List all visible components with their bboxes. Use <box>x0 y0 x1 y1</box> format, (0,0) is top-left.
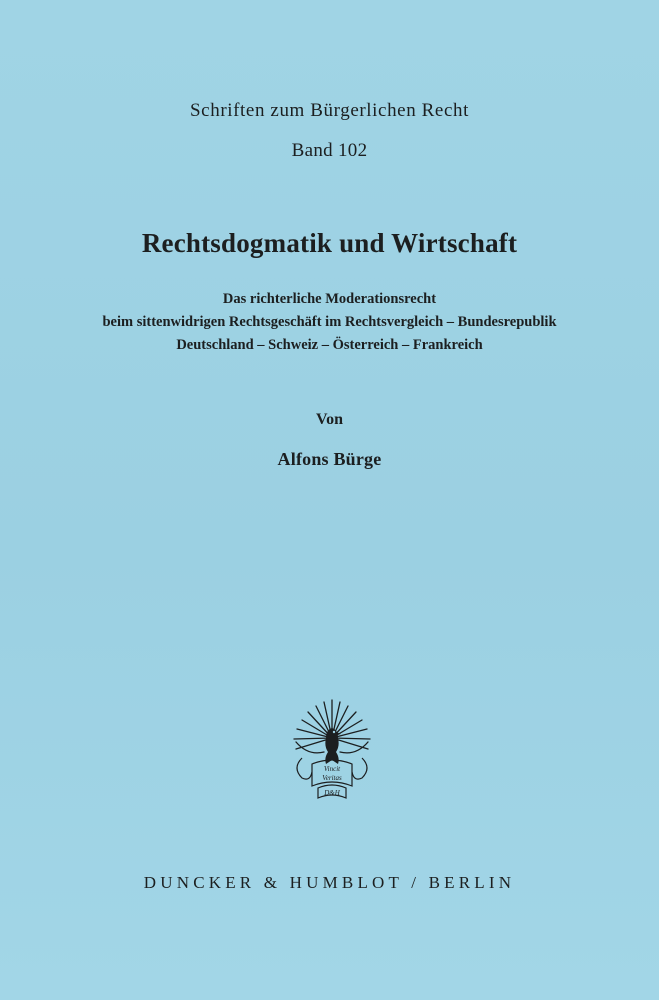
subtitle-line-3: Deutschland – Schweiz – Österreich – Frankreich <box>176 337 483 353</box>
series-title: Schriften zum Bürgerlichen Recht <box>190 100 469 121</box>
author-name: Alfons Bürge <box>277 449 382 469</box>
by-label: Von <box>316 411 343 428</box>
logo-monogram: D&H <box>324 789 340 797</box>
eagle-emblem-icon <box>288 694 376 806</box>
publisher-imprint: DUNCKER & HUMBLOT / BERLIN <box>143 873 516 892</box>
subtitle-line-2: beim sittenwidrigen Rechtsgeschäft im Rechtsvergleich – Bundesrepublik <box>102 314 557 330</box>
book-title: Rechtsdogmatik und Wirtschaft <box>141 228 518 258</box>
volume-number: Band 102 <box>291 140 368 161</box>
logo-motto-1: Vincit <box>323 765 341 773</box>
logo-motto-2: Veritas <box>322 774 342 782</box>
subtitle-line-1: Das richterliche Moderationsrecht <box>222 291 437 307</box>
